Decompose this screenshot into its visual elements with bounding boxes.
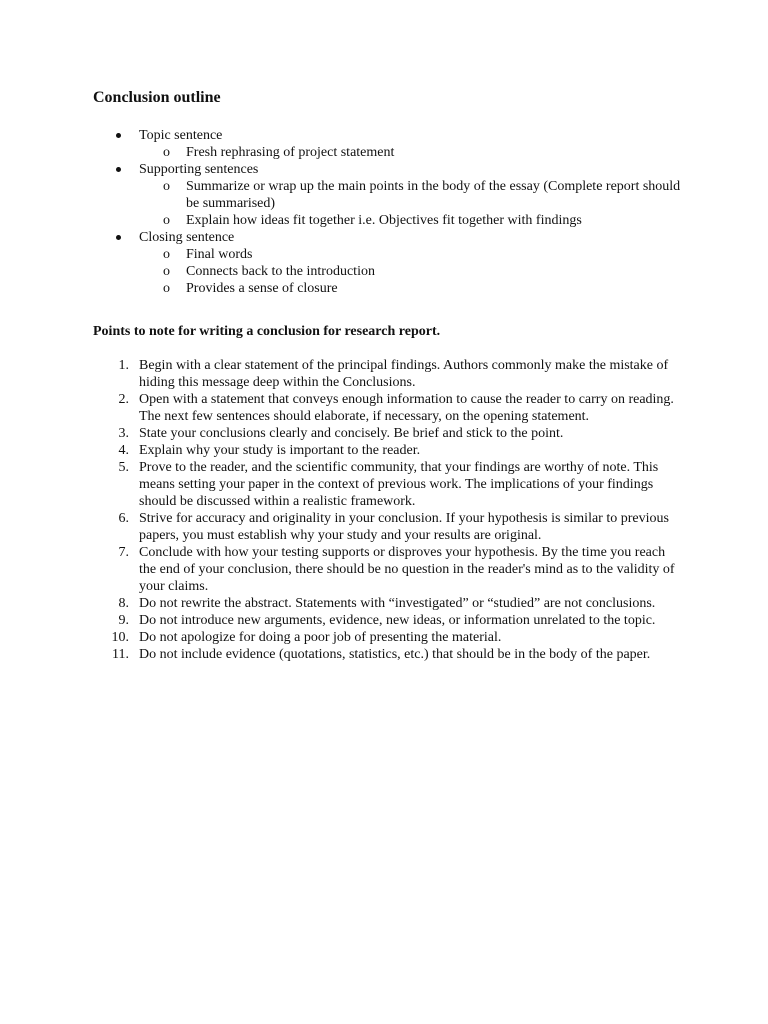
point-text: Explain why your study is important to the reader. — [139, 443, 421, 458]
point-number: 7. — [118, 545, 129, 560]
point-item — [93, 595, 683, 612]
sub-bullet-marker: o — [163, 247, 170, 262]
sub-bullet-marker: o — [163, 264, 170, 279]
outline-sub-item — [93, 246, 693, 263]
sub-bullet-marker: o — [163, 179, 170, 194]
point-item — [93, 612, 683, 629]
outline-sub-item — [93, 280, 693, 297]
outline-item-label: Topic sentence — [139, 128, 223, 143]
conclusion-outline-list — [93, 127, 693, 297]
point-item — [93, 646, 683, 663]
point-text: Begin with a clear statement of the principal findings. Authors commonly make the mistake of hiding this message deep within the Conclusions. — [139, 358, 669, 390]
outline-item — [93, 229, 693, 246]
point-item — [93, 391, 683, 425]
outline-sub-item-text: Provides a sense of closure — [186, 281, 338, 296]
point-text: Strive for accuracy and originality in your conclusion. If your hypothesis is similar to previous papers, you must establish why your study and your results are original. — [139, 511, 669, 543]
outline-sub-item-text: Final words — [186, 247, 253, 262]
point-text: Do not include evidence (quotations, statistics, etc.) that should be in the body of the paper. — [139, 647, 651, 662]
point-text: Open with a statement that conveys enough information to cause the reader to carry on reading. The next few sentences should elaborate, if necessary, on the opening statement. — [139, 392, 674, 424]
point-number: 8. — [118, 596, 129, 611]
point-number: 9. — [118, 613, 129, 628]
outline-item-label: Supporting sentences — [139, 162, 259, 177]
point-text: Do not apologize for doing a poor job of presenting the material. — [139, 630, 502, 645]
point-item — [93, 425, 683, 442]
point-number: 2. — [118, 392, 129, 407]
point-text: State your conclusions clearly and concisely. Be brief and stick to the point. — [139, 426, 564, 441]
outline-sub-item — [93, 212, 693, 229]
points-heading: Points to note for writing a conclusion for research report. — [93, 324, 441, 339]
point-item — [93, 510, 683, 544]
outline-sub-item — [93, 263, 693, 280]
point-item — [93, 629, 683, 646]
point-text: Prove to the reader, and the scientific community, that your findings are worthy of note. This means setting your paper in the context of previous work. The implications of your findings should be discussed within a realistic framework. — [139, 460, 659, 509]
document-title: Conclusion outline — [93, 89, 221, 106]
point-text: Conclude with how your testing supports or disproves your hypothesis. By the time you reach the end of your conclusion, there should be no question in the reader's mind as to the validity of your claims. — [139, 545, 675, 594]
point-number: 6. — [118, 511, 129, 526]
points-numbered-list — [93, 357, 683, 663]
point-number: 1. — [118, 358, 129, 373]
sub-bullet-marker: o — [163, 281, 170, 296]
outline-item-label: Closing sentence — [139, 230, 235, 245]
point-text: Do not introduce new arguments, evidence, new ideas, or information unrelated to the topic. — [139, 613, 656, 628]
point-number: 5. — [118, 460, 129, 475]
sub-bullet-marker: o — [163, 145, 170, 160]
point-number: 3. — [118, 426, 129, 441]
outline-sub-item — [93, 178, 693, 212]
outline-item — [93, 127, 693, 144]
outline-sub-item-text: Fresh rephrasing of project statement — [186, 145, 395, 160]
point-number: 11. — [112, 647, 129, 662]
point-number: 10. — [111, 630, 129, 645]
outline-sub-item-text: Explain how ideas fit together i.e. Objectives fit together with findings — [186, 213, 582, 228]
outline-sub-item-text: Summarize or wrap up the main points in the body of the essay (Complete report should be summarised) — [186, 179, 681, 211]
point-item — [93, 357, 683, 391]
outline-sub-item — [93, 144, 693, 161]
sub-bullet-marker: o — [163, 213, 170, 228]
point-number: 4. — [118, 443, 129, 458]
point-item — [93, 442, 683, 459]
point-item — [93, 544, 683, 595]
point-item — [93, 459, 683, 510]
outline-item — [93, 161, 693, 178]
outline-sub-item-text: Connects back to the introduction — [186, 264, 375, 279]
point-text: Do not rewrite the abstract. Statements with “investigated” or “studied” are not conclusions. — [139, 596, 656, 611]
